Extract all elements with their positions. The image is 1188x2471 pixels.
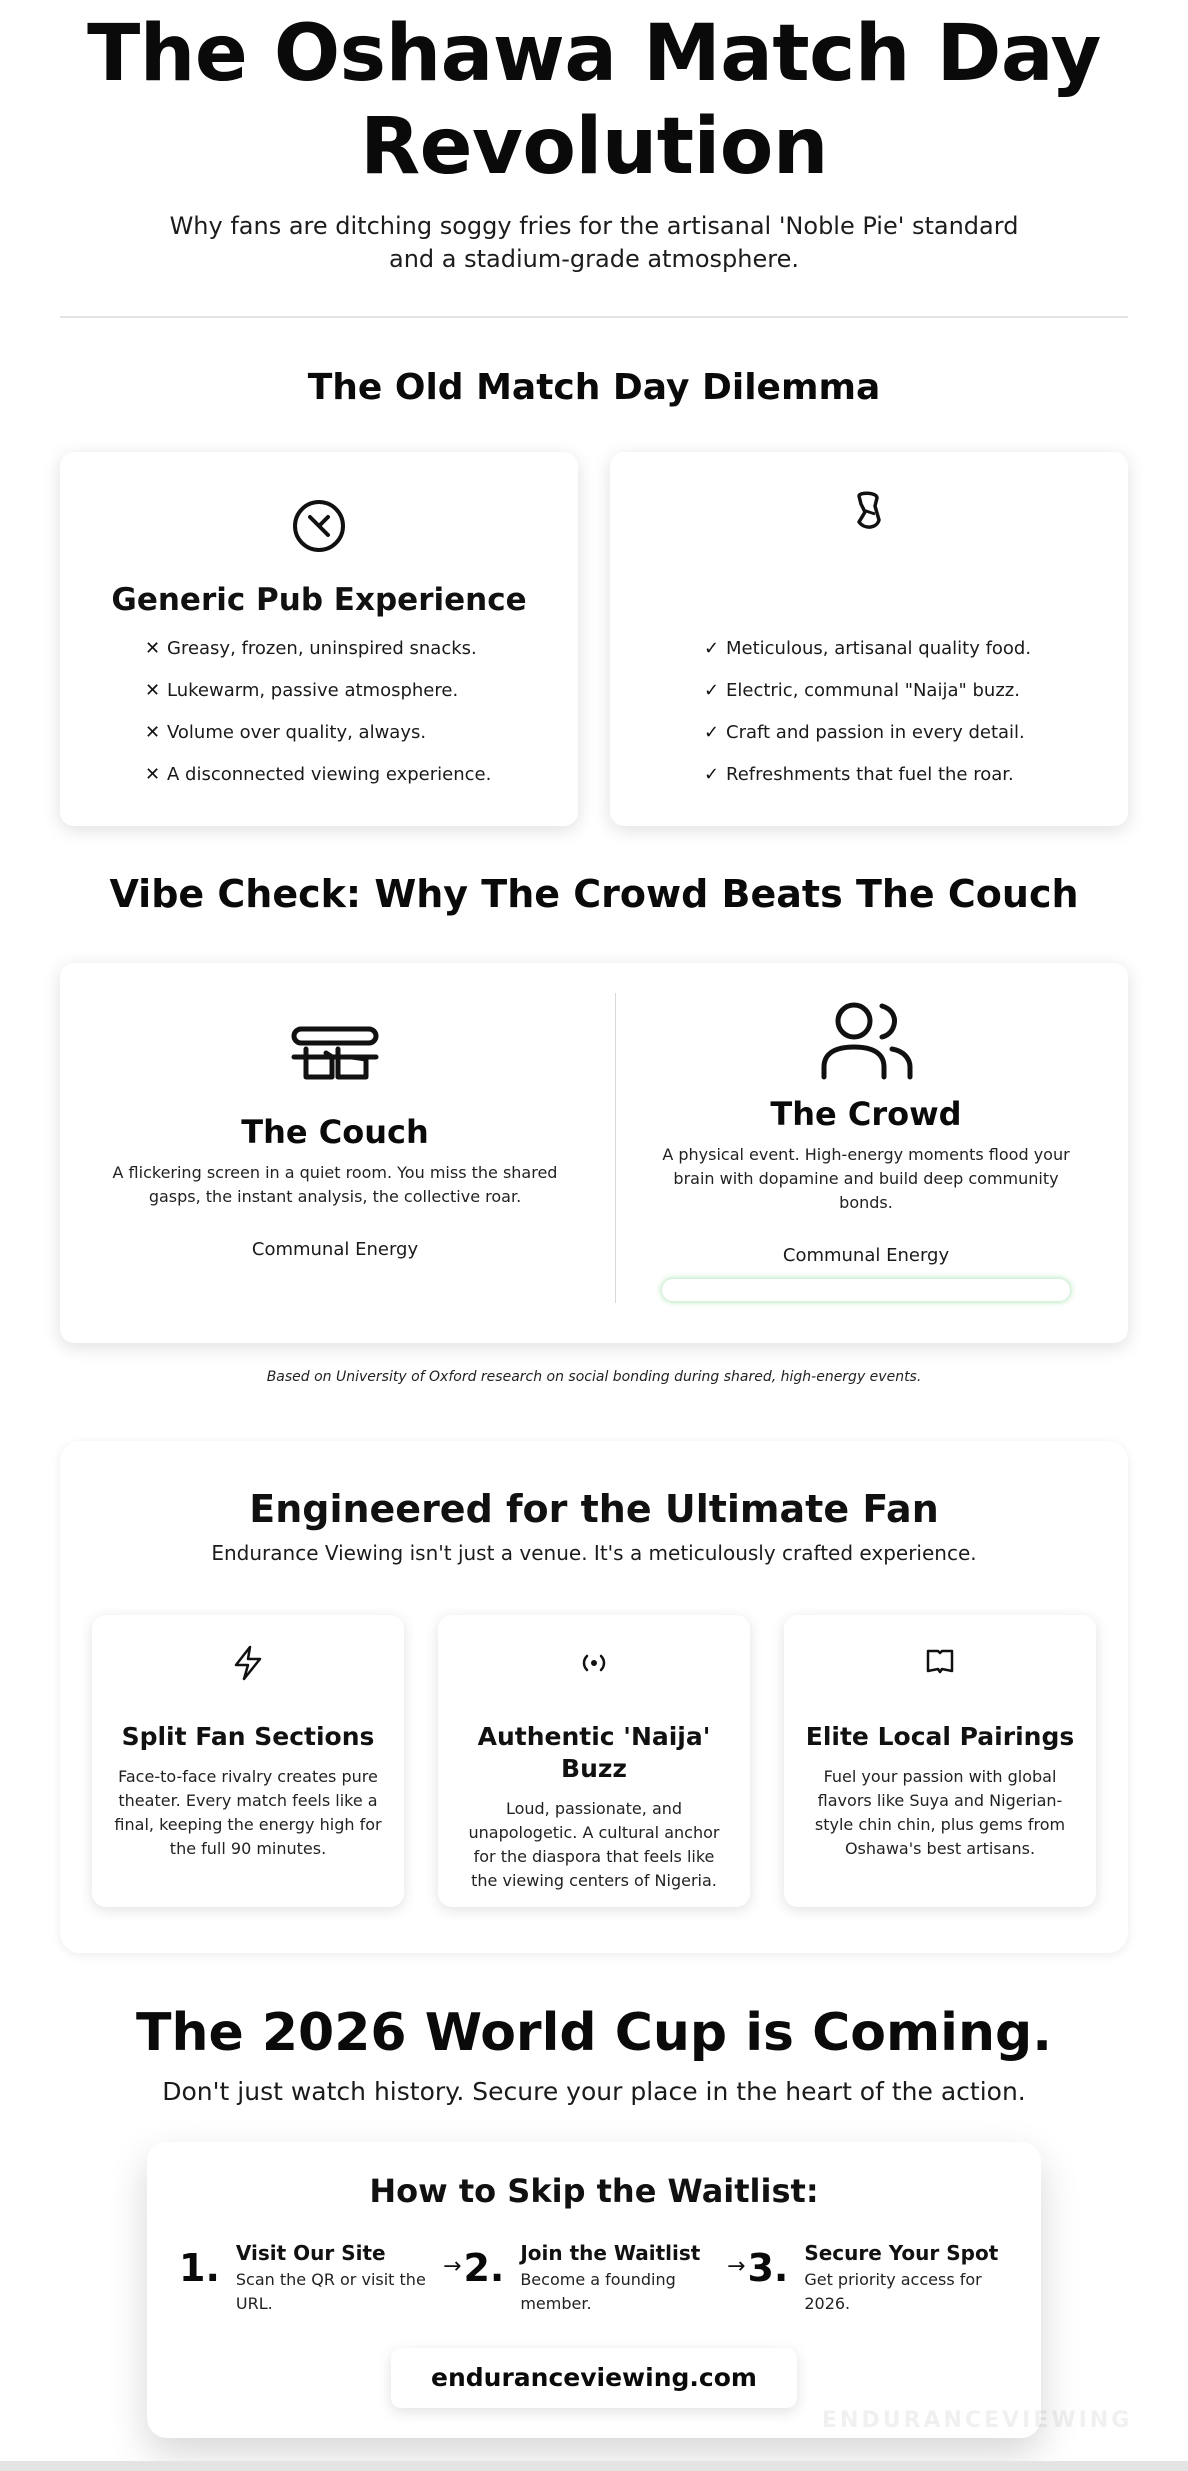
engineered-title: Engineered for the Ultimate Fan bbox=[249, 1487, 939, 1531]
waitlist-step bbox=[443, 2240, 710, 2316]
crowd-column bbox=[656, 1001, 1076, 1302]
feature-text: Loud, passionate, and unapologetic. A cultural anchor for the diaspora that feels like the viewing centers of Nigeria. bbox=[468, 1799, 720, 1890]
lightning-icon bbox=[92, 1645, 404, 1681]
vibe-title: Vibe Check: Why The Crowd Beats The Couch bbox=[109, 872, 1079, 916]
feature-card bbox=[438, 1615, 750, 1907]
couch-text: A flickering screen in a quiet room. You miss the shared gasps, the instant analysis, the collective roar. bbox=[112, 1163, 558, 1206]
brand-watermark: ENDURANCEVIEWING bbox=[822, 2408, 1133, 2433]
waitlist-card bbox=[147, 2142, 1133, 2438]
engineered-lead: Endurance Viewing isn't just a venue. It's a meticulously crafted experience. bbox=[211, 1541, 977, 1565]
list-item: ✓ Craft and passion in every detail. bbox=[704, 722, 1025, 743]
pie-chef-icon bbox=[849, 490, 889, 542]
feature-title: Authentic 'Naija' Buzz bbox=[477, 1722, 711, 1783]
cross-icon: ✕ bbox=[145, 680, 161, 701]
crowd-energy-label: Communal Energy bbox=[782, 1245, 950, 1266]
site-url-button[interactable]: enduranceviewing.com bbox=[391, 2348, 797, 2408]
waitlist-step bbox=[179, 2240, 432, 2316]
waitlist-title: How to Skip the Waitlist: bbox=[369, 2172, 819, 2210]
footer-band bbox=[0, 2461, 1188, 2471]
list-item: ✓ Electric, communal "Naija" buzz. bbox=[704, 680, 1020, 701]
hero bbox=[0, 0, 1188, 276]
book-icon bbox=[784, 1645, 1096, 1677]
generic-pub-list bbox=[145, 638, 491, 806]
cross-icon: ✕ bbox=[145, 722, 161, 743]
check-icon: ✓ bbox=[704, 764, 720, 785]
couch-title: The Couch bbox=[241, 1113, 429, 1151]
list-item: ✕ Lukewarm, passive atmosphere. bbox=[145, 680, 459, 701]
worldcup-title: The 2026 World Cup is Coming. bbox=[136, 2003, 1052, 2063]
step-text: Scan the QR or visit the URL. bbox=[235, 2270, 426, 2313]
worldcup-subtitle: Don't just watch history. Secure your place in the heart of the action. bbox=[162, 2077, 1026, 2106]
feature-card bbox=[784, 1615, 1096, 1907]
crowd-energy-bar bbox=[661, 1278, 1071, 1302]
step-number: 1. bbox=[179, 2246, 220, 2290]
feature-title: Split Fan Sections bbox=[121, 1722, 375, 1751]
engineered-section bbox=[60, 1441, 1128, 1953]
cross-icon: ✕ bbox=[145, 638, 161, 659]
list-item: ✕ Greasy, frozen, uninspired snacks. bbox=[145, 638, 477, 659]
dilemma-title: The Old Match Day Dilemma bbox=[307, 367, 881, 408]
feature-card bbox=[92, 1615, 404, 1907]
step-title: Visit Our Site bbox=[235, 2241, 386, 2265]
feature-title: Elite Local Pairings bbox=[805, 1722, 1075, 1751]
couch-energy-label: Communal Energy bbox=[251, 1239, 419, 1260]
waitlist-step bbox=[727, 2240, 1004, 2316]
check-icon: ✓ bbox=[704, 680, 720, 701]
couch-column bbox=[110, 1025, 560, 1260]
step-number: 2. bbox=[463, 2246, 505, 2290]
broadcast-icon bbox=[438, 1645, 750, 1681]
vibe-card bbox=[60, 963, 1128, 1343]
x-circle-icon bbox=[291, 498, 347, 558]
feature-text: Fuel your passion with global flavors like Suya and Nigerian-style chin chin, plus gems from Oshawa's best artisans. bbox=[814, 1767, 1066, 1858]
crowd-text: A physical event. High-energy moments flood your brain with dopamine and build deep community bonds. bbox=[662, 1145, 1070, 1212]
list-item: ✓ Refreshments that fuel the roar. bbox=[704, 764, 1014, 785]
dilemma-cards bbox=[60, 452, 1128, 826]
list-item: ✕ Volume over quality, always. bbox=[145, 722, 427, 743]
vibe-divider bbox=[615, 993, 616, 1303]
section-divider bbox=[60, 316, 1128, 318]
arrow-right-icon: → bbox=[727, 2254, 746, 2279]
list-item: ✓ Meticulous, artisanal quality food. bbox=[704, 638, 1032, 659]
sofa-icon bbox=[110, 1025, 560, 1087]
research-note: Based on University of Oxford research on social bonding during shared, high-energy events. bbox=[266, 1369, 922, 1385]
better-experience-card bbox=[610, 452, 1128, 826]
step-text: Become a founding member. bbox=[520, 2270, 676, 2313]
page-subtitle: Why fans are ditching soggy fries for the artisanal 'Noble Pie' standard and a stadium-grade atmosphere. bbox=[169, 212, 1019, 273]
step-title: Secure Your Spot bbox=[804, 2241, 999, 2265]
check-icon: ✓ bbox=[704, 722, 720, 743]
list-item: ✕ A disconnected viewing experience. bbox=[145, 764, 492, 785]
check-icon: ✓ bbox=[704, 638, 720, 659]
generic-pub-card bbox=[60, 452, 578, 826]
users-icon bbox=[656, 1001, 1076, 1081]
step-title: Join the Waitlist bbox=[520, 2241, 701, 2265]
feature-text: Face-to-face rivalry creates pure theater. Every match feels like a final, keeping the energy high for the full 90 minutes. bbox=[114, 1767, 382, 1858]
arrow-right-icon: → bbox=[443, 2254, 462, 2279]
page-title: The Oshawa Match Day Revolution bbox=[87, 9, 1101, 192]
step-text: Get priority access for 2026. bbox=[804, 2270, 982, 2313]
better-experience-list bbox=[704, 638, 1031, 806]
crowd-title: The Crowd bbox=[770, 1095, 962, 1133]
step-number: 3. bbox=[747, 2246, 789, 2290]
cross-icon: ✕ bbox=[145, 764, 161, 785]
generic-pub-title: Generic Pub Experience bbox=[111, 582, 527, 618]
